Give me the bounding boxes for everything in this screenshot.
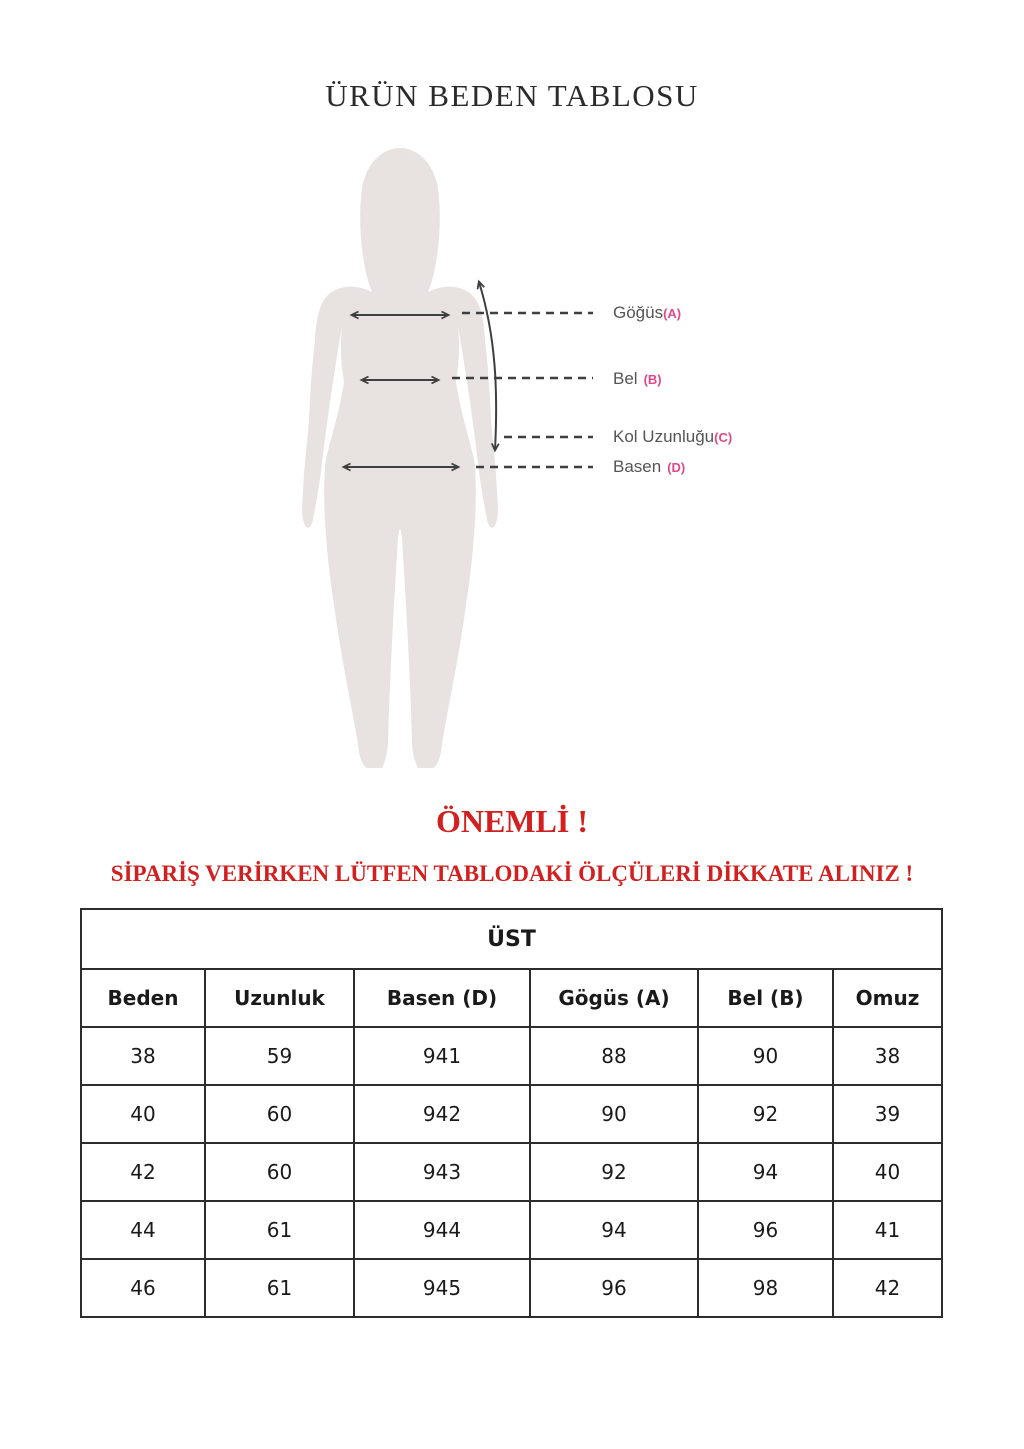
column-header-uzunluk: Uzunluk: [205, 969, 354, 1027]
table-cell: 41: [833, 1201, 942, 1259]
size-table: [80, 908, 943, 1318]
measurement-code: (B): [643, 372, 662, 387]
table-cell: 38: [81, 1027, 205, 1085]
measurement-label-hip: [613, 457, 685, 477]
column-header-basen: Basen (D): [354, 969, 530, 1027]
column-header-beden: Beden: [81, 969, 205, 1027]
table-cell: 46: [81, 1259, 205, 1317]
measurement-label-text: Göğüs: [613, 303, 664, 322]
table-row: [81, 1143, 942, 1201]
measurement-code: (D): [667, 460, 686, 475]
measurement-label-waist: [613, 369, 662, 389]
table-row: [81, 1085, 942, 1143]
table-cell: 40: [81, 1085, 205, 1143]
measurement-label-chest: [613, 303, 681, 323]
column-header-omuz: Omuz: [833, 969, 942, 1027]
table-cell: 59: [205, 1027, 354, 1085]
table-cell: 90: [530, 1085, 698, 1143]
table-cell: 94: [530, 1201, 698, 1259]
column-header-gogus: Gögüs (A): [530, 969, 698, 1027]
notice-heading: ÖNEMLİ !: [436, 803, 588, 839]
body-diagram-svg: [290, 142, 610, 782]
notice-message: SİPARİŞ VERİRKEN LÜTFEN TABLODAKİ ÖLÇÜLERİ DİKKATE ALINIZ !: [110, 861, 914, 886]
measurement-code: (A): [663, 306, 682, 321]
table-cell: 39: [833, 1085, 942, 1143]
table-row: [81, 1201, 942, 1259]
table-group-header-row: [81, 909, 942, 969]
table-cell: 60: [205, 1085, 354, 1143]
table-row: [81, 1259, 942, 1317]
table-cell: 88: [530, 1027, 698, 1085]
table-cell: 942: [354, 1085, 530, 1143]
table-cell: 44: [81, 1201, 205, 1259]
table-cell: 945: [354, 1259, 530, 1317]
table-cell: 60: [205, 1143, 354, 1201]
table-cell: 96: [530, 1259, 698, 1317]
table-cell: 96: [698, 1201, 833, 1259]
measurement-code: (C): [714, 430, 733, 445]
measurement-label-text: Kol Uzunluğu: [613, 427, 715, 446]
measurement-label-arm-length: [613, 427, 732, 447]
measurement-label-text: Basen: [613, 457, 662, 476]
table-cell: 90: [698, 1027, 833, 1085]
table-cell: 94: [698, 1143, 833, 1201]
table-cell: 92: [698, 1085, 833, 1143]
table-row: [81, 1027, 942, 1085]
table-header-row: [81, 969, 942, 1027]
table-cell: 61: [205, 1259, 354, 1317]
measurement-label-text: Bel: [613, 369, 638, 388]
table-cell: 38: [833, 1027, 942, 1085]
page-title: ÜRÜN BEDEN TABLOSU: [325, 78, 699, 113]
table-cell: 40: [833, 1143, 942, 1201]
table-cell: 944: [354, 1201, 530, 1259]
table-cell: 42: [833, 1259, 942, 1317]
column-header-bel: Bel (B): [698, 969, 833, 1027]
table-cell: 42: [81, 1143, 205, 1201]
table-group-header: ÜST: [81, 909, 942, 969]
woman-silhouette: [302, 148, 498, 768]
body-measurement-diagram: [290, 142, 610, 782]
table-cell: 941: [354, 1027, 530, 1085]
table-cell: 943: [354, 1143, 530, 1201]
table-cell: 98: [698, 1259, 833, 1317]
table-cell: 61: [205, 1201, 354, 1259]
table-cell: 92: [530, 1143, 698, 1201]
